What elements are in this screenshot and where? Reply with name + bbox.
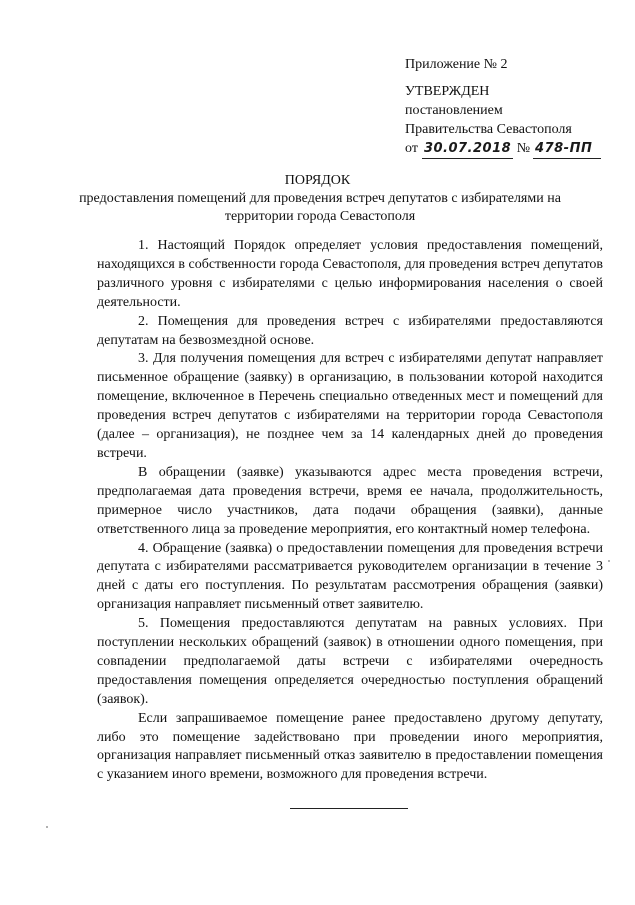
approved-label: УТВЕРЖДЕН	[405, 84, 490, 99]
approval-date: 30.07.2018	[422, 139, 513, 159]
paragraph-1: 1. Настоящий Порядок определяет условия предоставления помещений, находящихся в собственности города Севастополя, для проведения встреч депутатов различного уровня с избирателями с целью информирования населения о своей деятельности.	[97, 238, 603, 310]
paragraph-2: 2. Помещения для проведения встреч с избирателями предоставляются депутатам на безвозмездной основе.	[97, 313, 603, 348]
approval-number: 478-ПП	[533, 139, 601, 159]
paragraph-5: 5. Помещения предоставляются депутатам на равных условиях. При поступлении нескольких обращений (заявок) в отношении одного помещения, при совпадении предполагаемой даты встречи с избирателями очередность предоставления помещения определяется очередностью поступления обращений (заявок).	[97, 616, 603, 707]
document-title: ПОРЯДОК	[284, 173, 351, 188]
document-body	[97, 237, 603, 785]
approval-date-number-line	[405, 139, 601, 159]
appendix-label: Приложение № 2	[405, 57, 508, 72]
paragraph-3-details: В обращении (заявке) указываются адрес места проведения встречи, предполагаемая дата проведения встречи, время ее начала, продолжительность, примерное число участников, дата подачи обращения (заявки), данные ответственного лица за проведение мероприятия, его контактный номер телефона.	[97, 464, 603, 537]
approved-by-line1: постановлением	[405, 103, 503, 118]
end-divider	[290, 808, 408, 809]
paragraph-5-refusal: Если запрашиваемое помещение ранее предоставлено другому депутату, либо это помещение задействовано при проведении иного мероприятия, организация направляет письменный отказ заявителю в предоставлении помещения с указанием иного времени, возможного для проведения встречи.	[97, 710, 603, 783]
paragraph-4: 4. Обращение (заявка) о предоставлении помещения для проведения встречи депутата с избирателями рассматривается руководителем организации в течение 3 дней с даты его поступления. По результатам рассмотрения обращения (заявки) организация направляет письменный ответ заявителю.	[97, 540, 603, 613]
from-prefix: от	[405, 141, 418, 156]
document-subtitle: предоставления помещений для проведения встреч депутатов с избирателями на территории города Севастополя	[79, 191, 561, 224]
approval-block	[405, 55, 630, 159]
approved-by-line2: Правительства Севастополя	[405, 122, 572, 137]
scan-speck	[46, 826, 48, 828]
paragraph-3: 3. Для получения помещения для встреч с избирателями депутат направляет письменное обращение (заявку) в организацию, в пользовании которой находится помещение, включенное в Перечень специально отведенных мест и помещений для проведения встреч депутатов с избирателями на территории города Севастополя (далее – организация), не позднее чем за 14 календарных дней до проведения встречи.	[97, 351, 603, 461]
number-prefix: №	[516, 141, 531, 156]
scan-speck	[608, 560, 610, 562]
